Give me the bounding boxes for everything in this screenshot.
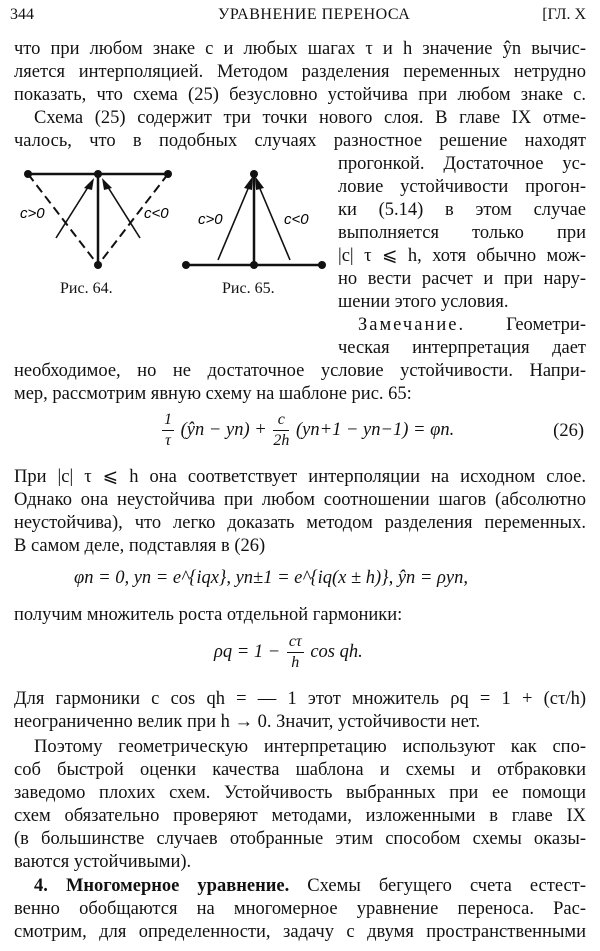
- text-line: показать, что схема (25) безусловно устойчива при любом знаке c.: [14, 85, 586, 105]
- text-line: шении этого условия.: [338, 292, 509, 312]
- fig64-label-right: c<0: [144, 205, 169, 222]
- text-line: ки (5.14) в этом случае: [338, 200, 586, 220]
- figure-64-caption: Рис. 64.: [60, 280, 113, 297]
- text-line: что при любом знаке c и любых шагах τ и h значение ŷn вычис-: [14, 39, 586, 59]
- text-line: Для гармоники с cos qh = — 1 этот множитель ρq = 1 + (cτ/h): [14, 689, 586, 709]
- text-line: получим множитель роста отдельной гармоники:: [14, 605, 403, 625]
- text-line: мер, рассмотрим явную схему на шаблоне рис. 65:: [14, 384, 412, 404]
- page-number: 344: [10, 6, 34, 23]
- remark-word: Замечание.: [358, 315, 466, 335]
- text-line: Поэтому геометрическую интерпретацию используют как спо-: [34, 737, 586, 757]
- fraction: $\frac{1}{\tau}$: [164, 411, 172, 449]
- text-line: прогонкой. Достаточное ус-: [338, 154, 586, 174]
- text-line: При |c| τ ⩽ h она соответствует интерполяции на исходном слое.: [14, 467, 586, 487]
- text-line: |c| τ ⩽ h, хотя обычно мож-: [338, 246, 586, 266]
- fraction: $\frac{c\tau}{h}$: [288, 633, 302, 671]
- text-line: чалось, что в подобных случаях разностное решение находят: [14, 131, 586, 151]
- figure-65-caption: Рис. 65.: [222, 280, 275, 297]
- fig65-label-right: c<0: [284, 211, 309, 228]
- text-line: (в большинстве случаев отобранные этим способом схемы оказы-: [14, 829, 586, 849]
- text-line: но вести расчет и при нару-: [338, 269, 586, 289]
- text-line: необходимое, но не достаточное условие устойчивости. Напри-: [14, 361, 586, 381]
- running-title: УРАВНЕНИЕ ПЕРЕНОСА: [218, 6, 411, 23]
- text-line: ваются устойчивыми).: [14, 852, 192, 872]
- remark-line: [338, 314, 586, 336]
- text-line: Однако она неустойчива при любом соотношении шагов (абсолютно: [14, 490, 586, 510]
- remark-rest: Геометри-: [506, 315, 586, 335]
- fig65-label-left: c>0: [198, 211, 223, 228]
- text-line: неограниченно велик при h → 0. Значит, устойчивости нет.: [14, 712, 481, 732]
- text-line: схем обязательно проверяют методами, изложенными в главе IX: [14, 806, 586, 826]
- text-line: неустойчива), что легко доказать методом разделения переменных.: [14, 513, 586, 533]
- text-line: соб быстрой оценки качества шаблона и схемы и отбраковки: [14, 760, 586, 780]
- text-line: ляется интерполяцией. Методом разделения переменных нетрудно: [14, 62, 586, 82]
- figure-65-diagram: [182, 170, 326, 269]
- figure-64-diagram: [20, 170, 172, 269]
- chapter-label: [ГЛ. X: [542, 6, 586, 23]
- text-line: В самом деле, подставляя в (26): [14, 536, 266, 556]
- equation-26: $\frac{1}{\tau}$ (ŷn − yn) + $\frac{c}{2h}$ (yn+1 − yn−1) = φn.: [164, 411, 455, 449]
- text-line: венно обобщаются на многомерное уравнение переноса. Рас-: [14, 899, 586, 919]
- text-line: Схема (25) содержит три точки нового слоя. В главе IX отме-: [34, 108, 586, 128]
- equation-rho: ρq = 1 − $\frac{c\tau}{h}$ cos qh.: [214, 633, 363, 671]
- text-line: ловие устойчивости прогон-: [338, 177, 586, 197]
- equation-number: (26): [553, 421, 584, 441]
- fraction: $\frac{c}{2h}$: [273, 411, 290, 449]
- equation-substitution: φn = 0, yn = e^{iqx}, yn±1 = e^{iq(x ± h)}, ŷn = ρyn,: [74, 568, 468, 588]
- text-line: смотрим, для определенности, задачу с двумя пространственными: [14, 922, 586, 942]
- section-heading-line: [14, 875, 586, 897]
- text-line: выполняется только при: [338, 223, 586, 243]
- text-line: ческая интерпретация дает: [338, 338, 586, 358]
- fig64-label-left: c>0: [20, 205, 45, 222]
- text-line: заведомо плохих схем. Устойчивость выбранных при ее помощи: [14, 783, 586, 803]
- section-title-rest: Схемы бегущего счета естест-: [307, 876, 586, 896]
- section-title: 4. Многомерное уравнение.: [34, 876, 290, 896]
